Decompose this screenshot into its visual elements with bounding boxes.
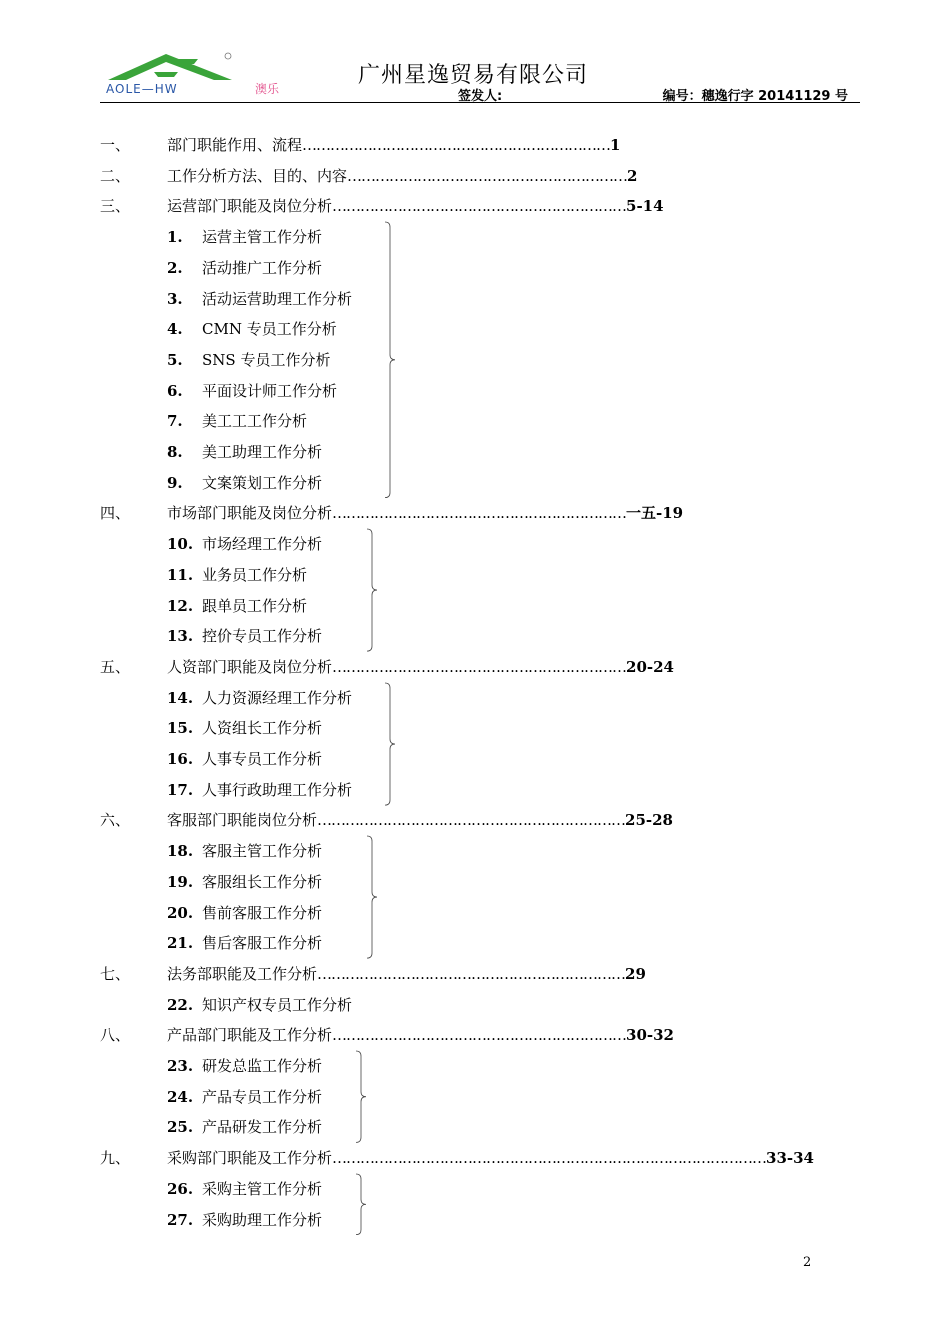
toc-leader-dots: …………………………………………………… — [347, 166, 628, 185]
toc-item-title: 客服主管工作分析 — [202, 842, 323, 861]
toc-section-entry — [167, 657, 674, 677]
toc-item-title: 售前客服工作分析 — [202, 903, 323, 922]
toc-section-entry — [167, 1148, 814, 1168]
toc-item-number: 22. — [167, 995, 194, 1014]
toc-section-number: 四、 — [100, 504, 131, 523]
toc-item-title: 美工助理工作分析 — [202, 443, 323, 461]
logo-text-en: AOLE—HW — [106, 82, 178, 96]
toc-section-title: 人资部门职能及岗位分析 — [167, 657, 333, 676]
toc-item-title: 平面设计师工作分析 — [202, 381, 338, 400]
toc-section-number: 九、 — [100, 1149, 131, 1168]
toc-section-number: 三、 — [100, 197, 131, 216]
toc-item-number: 11. — [167, 565, 194, 584]
toc-section-number: 五、 — [100, 657, 131, 676]
toc-page-ref: 5-14 — [626, 197, 664, 216]
toc-item-title: 采购主管工作分析 — [202, 1179, 323, 1198]
toc-item-number: 14. — [167, 688, 194, 707]
page-number: 2 — [803, 1255, 812, 1270]
toc-section-entry — [167, 964, 646, 984]
toc-section-title: 市场部门职能及岗位分析 — [167, 504, 333, 523]
toc-item-number: 17. — [167, 780, 194, 799]
toc-item-title: 研发总监工作分析 — [202, 1057, 323, 1075]
toc-item-number: 7. — [167, 412, 183, 431]
toc-item-title: 业务员工作分析 — [202, 565, 308, 584]
toc-leader-dots: ……………………………………………………… — [332, 1026, 627, 1045]
toc-page-ref: 33-34 — [766, 1149, 814, 1168]
company-name: 广州星逸贸易有限公司 — [358, 63, 589, 88]
toc-section-title: 客服部门职能岗位分析 — [167, 811, 318, 830]
toc-section-title: 工作分析方法、目的、内容 — [167, 166, 348, 185]
toc-item-title: 知识产权专员工作分析 — [202, 995, 353, 1014]
toc-item-title: SNS 专员工作分析 — [202, 350, 331, 369]
toc-item-number: 13. — [167, 627, 194, 646]
toc-item-number: 18. — [167, 842, 194, 861]
toc-item-number: 9. — [167, 473, 183, 492]
toc-section-title: 法务部职能及工作分析 — [167, 964, 318, 983]
toc-item-number: 20. — [167, 903, 194, 922]
toc-item-number: 24. — [167, 1087, 194, 1106]
right-brace-icon — [384, 221, 396, 499]
right-brace-icon — [355, 1173, 367, 1236]
toc-item-title: 采购助理工作分析 — [202, 1210, 323, 1229]
toc-item-title: 人事行政助理工作分析 — [202, 780, 353, 799]
toc-item-title: 跟单员工作分析 — [202, 596, 308, 615]
toc-item-title: 市场经理工作分析 — [202, 535, 323, 554]
toc-page-ref: 2 — [627, 166, 638, 185]
toc-item-title: 文案策划工作分析 — [202, 473, 323, 492]
toc-item-number: 6. — [167, 381, 183, 400]
page-header — [100, 50, 860, 104]
toc-item-number: 26. — [167, 1179, 194, 1198]
toc-item-number: 1. — [167, 228, 183, 247]
toc-item-number: 16. — [167, 750, 194, 768]
toc-section-title: 运营部门职能及岗位分析 — [167, 197, 333, 216]
document-number: 编号：穗逸行字 20141129 号 — [662, 89, 848, 104]
house-roof-icon — [106, 50, 236, 84]
toc-section-number: 二、 — [100, 166, 131, 185]
toc-page-ref: 一五-19 — [626, 504, 684, 523]
right-brace-icon — [355, 1050, 367, 1143]
toc-page-ref: 20-24 — [626, 657, 674, 676]
toc-item-number: 21. — [167, 934, 194, 953]
toc-section-title: 产品部门职能及工作分析 — [167, 1026, 333, 1045]
toc-item-title: 产品研发工作分析 — [202, 1118, 323, 1137]
toc-item-title: 活动运营助理工作分析 — [202, 289, 353, 308]
toc-item-number: 12. — [167, 596, 194, 615]
header-rule — [100, 102, 860, 103]
toc-page-ref: 29 — [625, 964, 646, 983]
toc-item-title: 客服组长工作分析 — [202, 872, 323, 891]
logo-text-cn: 澳乐 — [255, 82, 280, 96]
toc-leader-dots: ………………………………………………………………………………… — [332, 1149, 767, 1168]
toc-item-number: 23. — [167, 1057, 194, 1075]
company-logo — [100, 50, 310, 96]
toc-page-ref: 25-28 — [625, 811, 673, 830]
toc-item-number: 10. — [167, 535, 194, 554]
toc-item-number: 3. — [167, 289, 183, 308]
toc-section-number: 八、 — [100, 1026, 131, 1045]
toc-section-entry — [167, 135, 620, 155]
toc-page-ref: 1 — [610, 136, 621, 154]
toc-leader-dots: ……………………………………………………… — [332, 657, 627, 676]
toc-section-title: 采购部门职能及工作分析 — [167, 1149, 333, 1168]
toc-section-entry — [167, 196, 664, 216]
toc-item-title: 美工工工作分析 — [202, 412, 308, 431]
toc-leader-dots: ………………………………………………………… — [317, 811, 626, 830]
toc-section-entry — [167, 1025, 674, 1045]
toc-item-number: 8. — [167, 443, 183, 461]
toc-item-number: 25. — [167, 1118, 194, 1137]
toc-section-number: 一、 — [100, 136, 131, 154]
toc-item-title: 售后客服工作分析 — [202, 934, 323, 953]
toc-item-number: 5. — [167, 350, 183, 369]
toc-item-title: 产品专员工作分析 — [202, 1087, 323, 1106]
right-brace-icon — [384, 682, 396, 806]
toc-leader-dots: ……………………………………………………… — [332, 504, 627, 523]
toc-item-title: 控价专员工作分析 — [202, 627, 323, 646]
toc-item-title: 人力资源经理工作分析 — [202, 688, 353, 707]
toc-item-number: 15. — [167, 719, 194, 738]
toc-section-number: 六、 — [100, 811, 131, 830]
toc-item-title: 人事专员工作分析 — [202, 750, 323, 768]
toc-item-title: 运营主管工作分析 — [202, 228, 323, 247]
right-brace-icon — [366, 528, 378, 652]
toc-section-number: 七、 — [100, 964, 131, 983]
toc-leader-dots: ………………………………………………………… — [317, 964, 626, 983]
toc-section-entry — [167, 503, 683, 523]
toc-item-title: 人资组长工作分析 — [202, 719, 323, 738]
toc-page-ref: 30-32 — [626, 1026, 674, 1045]
right-brace-icon — [366, 835, 378, 959]
toc-item-number: 27. — [167, 1210, 194, 1229]
toc-item-number: 19. — [167, 872, 194, 891]
signer-label: 签发人: — [458, 89, 503, 104]
toc-item-title: CMN 专员工作分析 — [202, 320, 337, 339]
toc-leader-dots: ………………………………………………………… — [302, 136, 611, 154]
toc-item-number: 4. — [167, 320, 183, 339]
toc-item-title: 活动推广工作分析 — [202, 258, 323, 277]
toc-section-entry — [167, 166, 637, 186]
toc-leader-dots: ……………………………………………………… — [332, 197, 627, 216]
toc-item-number: 2. — [167, 258, 183, 277]
toc-section-title: 部门职能作用、流程 — [167, 136, 303, 154]
toc-section-entry — [167, 810, 673, 830]
